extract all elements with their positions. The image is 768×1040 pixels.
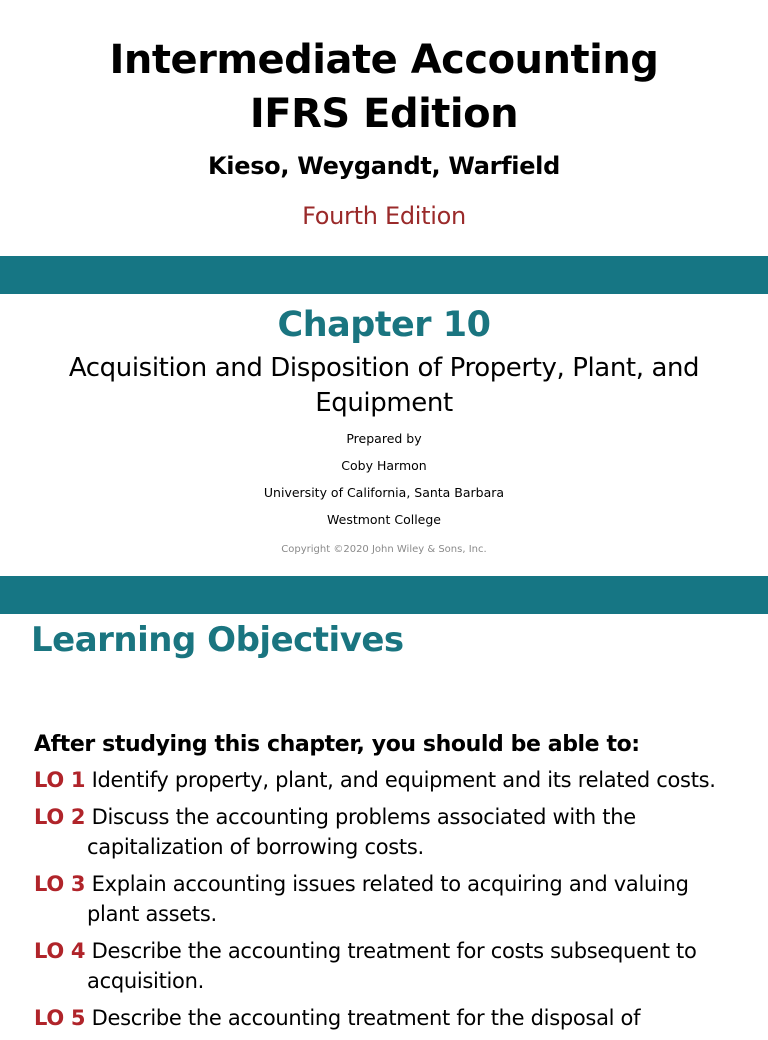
copyright: Copyright ©2020 John Wiley & Sons, Inc. xyxy=(281,544,487,555)
divider-band-bottom xyxy=(0,576,768,614)
edition: Fourth Edition xyxy=(302,202,466,230)
book-title-line-1: Intermediate Accounting xyxy=(109,37,659,83)
learning-objectives-list xyxy=(34,765,734,1040)
authors: Kieso, Weygandt, Warfield xyxy=(208,152,560,180)
lo-code: LO 4 xyxy=(34,939,86,963)
learning-objectives-intro: After studying this chapter, you should be able to: xyxy=(34,732,640,757)
list-item xyxy=(34,802,734,862)
book-title-line-2: IFRS Edition xyxy=(249,91,519,137)
preparer-name: Coby Harmon xyxy=(341,458,427,473)
lo-code: LO 2 xyxy=(34,805,86,829)
prepared-by-label: Prepared by xyxy=(346,431,422,446)
lo-text: Describe the accounting treatment for the disposal of xyxy=(91,1006,641,1030)
lo-code: LO 3 xyxy=(34,872,86,896)
lo-code: LO 1 xyxy=(34,768,86,792)
list-item xyxy=(34,1003,734,1033)
list-item xyxy=(34,869,734,929)
lo-text: Identify property, plant, and equipment and its related costs. xyxy=(91,768,716,792)
lo-code: LO 5 xyxy=(34,1006,86,1030)
lo-text: Describe the accounting treatment for costs subsequent to acquisition. xyxy=(87,939,697,993)
university-name: University of California, Santa Barbara xyxy=(263,485,505,500)
lo-text: Explain accounting issues related to acquiring and valuing plant assets. xyxy=(87,872,689,926)
learning-objectives-heading: Learning Objectives xyxy=(31,620,404,660)
list-item xyxy=(34,765,734,795)
chapter-title: Acquisition and Disposition of Property, Plant, and Equipment xyxy=(68,353,700,418)
college-name: Westmont College xyxy=(327,512,441,527)
chapter-number: Chapter 10 xyxy=(277,305,491,345)
list-item xyxy=(34,936,734,996)
divider-band-top xyxy=(0,256,768,294)
lo-text: Discuss the accounting problems associated with the capitalization of borrowing costs. xyxy=(87,805,636,859)
